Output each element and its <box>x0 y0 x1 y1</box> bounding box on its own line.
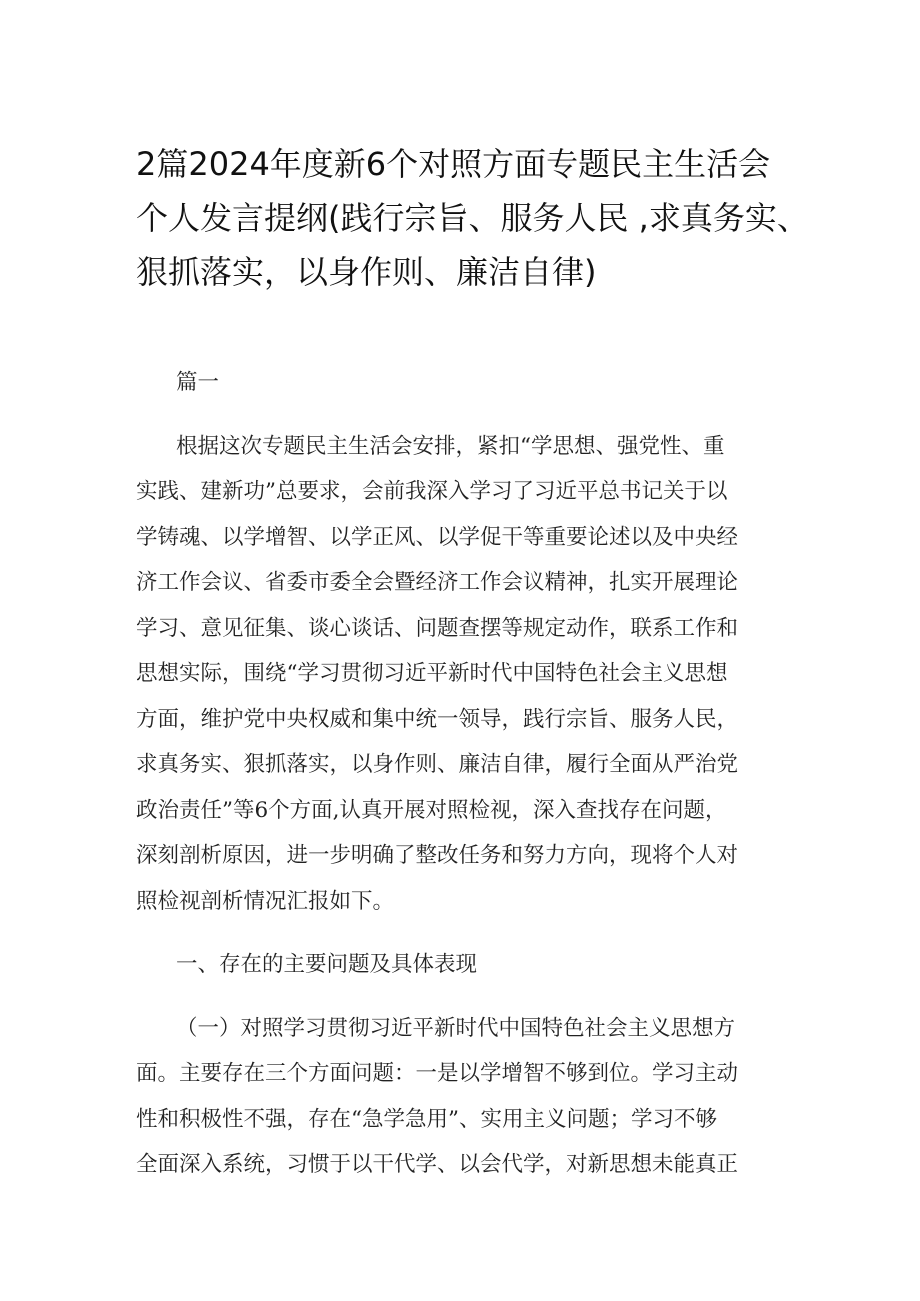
title-line-2: 个人发言提纲(践行宗旨、服务人民 ,求真务实、 <box>136 199 809 237</box>
intro-line: 根据这次专题民主生活会安排，紧扣“学思想、强党性、重 <box>176 433 725 459</box>
document-title <box>136 137 809 299</box>
intro-line: 求真务实、狠抓落实，以身作则、廉洁自律，履行全面从严治党 <box>136 752 739 777</box>
subsection-line: 全面深入系统，习惯于以干代学、以会代学，对新思想未能真正 <box>136 1152 739 1177</box>
subsection-1-paragraph <box>136 1006 800 1188</box>
document-body <box>136 360 800 1188</box>
title-line-3: 狠抓落实，以身作则、廉洁自律) <box>136 253 597 291</box>
intro-line: 政治责任”等6个方面,认真开展对照检视，深入查找存在问题， <box>136 797 727 823</box>
title-line-1: 2篇2024年度新6个对照方面专题民主生活会 <box>136 145 771 183</box>
intro-line: 学铸魂、以学增智、以学正风、以学促干等重要论述以及中央经 <box>136 524 739 550</box>
intro-line: 深刻剖析原因，进一步明确了整改任务和努力方向，现将个人对 <box>136 843 739 868</box>
intro-line: 思想实际，围绕“学习贯彻习近平新时代中国特色社会主义思想 <box>136 661 728 686</box>
intro-line: 方面，维护党中央权威和集中统一领导，践行宗旨、服务人民， <box>136 706 739 732</box>
intro-line: 照检视剖析情况汇报如下。 <box>136 888 395 914</box>
subsection-line: 性和积极性不强，存在“急学急用”、实用主义问题；学习不够 <box>136 1106 717 1132</box>
intro-line: 实践、建新功”总要求，会前我深入学习了习近平总书记关于以 <box>136 479 728 504</box>
section-label: 篇一 <box>176 370 220 395</box>
intro-line: 学习、意见征集、谈心谈话、问题查摆等规定动作，联系工作和 <box>136 615 739 641</box>
intro-line: 济工作会议、省委市委全会暨经济工作会议精神，扎实开展理论 <box>136 570 739 595</box>
subsection-line: 面。主要存在三个方面问题：一是以学增智不够到位。学习主动 <box>136 1061 739 1086</box>
intro-paragraph <box>136 424 800 925</box>
subsection-line: （一）对照学习贯彻习近平新时代中国特色社会主义思想方 <box>176 1015 736 1041</box>
section-heading-1: 一、存在的主要问题及具体表现 <box>176 952 478 977</box>
